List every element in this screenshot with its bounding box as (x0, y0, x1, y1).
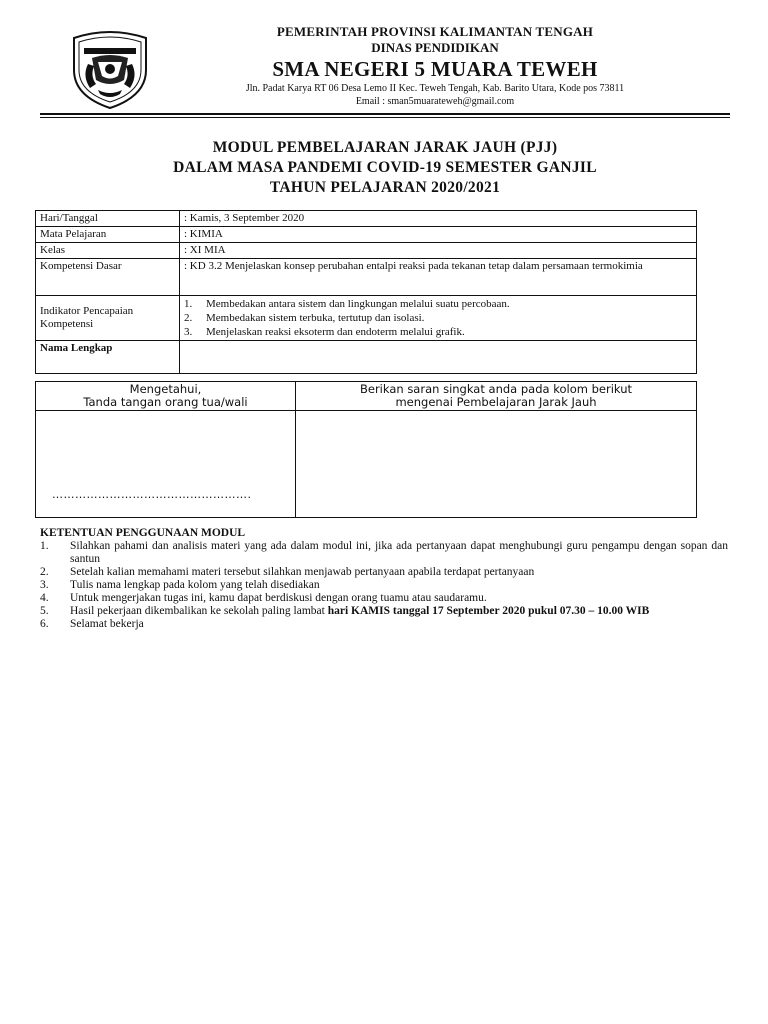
indikator-list (184, 297, 692, 339)
table-row-mapel (36, 227, 697, 243)
list-item (40, 579, 728, 592)
list-item (40, 540, 728, 566)
list-number: 4. (40, 592, 49, 604)
table-row-kelas (36, 243, 697, 259)
list-text: Membedakan sistem terbuka, tertutup dan isolasi. (206, 312, 425, 324)
list-item (184, 311, 692, 325)
hari-label: Hari/Tanggal (36, 211, 180, 227)
parent-signature-label: Tanda tangan orang tua/wali (83, 395, 248, 409)
table-row-hari (36, 211, 697, 227)
nama-field[interactable] (180, 341, 697, 374)
list-item (40, 592, 728, 605)
letterhead-rule-thin (40, 117, 730, 118)
crest-svg (68, 24, 152, 110)
list-number: 2. (40, 566, 49, 578)
signature-dotted-line: ……………………………………………. (52, 488, 252, 501)
table-row-indikator (36, 296, 697, 341)
rules-list (40, 540, 728, 631)
feedback-label-1: Berikan saran singkat anda pada kolom berikut (359, 382, 632, 396)
list-text: Tulis nama lengkap pada kolom yang telah disediakan (70, 579, 320, 591)
mengetahui-label: Mengetahui, (129, 382, 202, 396)
list-number: 1. (184, 298, 193, 310)
table-row-nama (36, 341, 697, 374)
rules-title: KETENTUAN PENGGUNAAN MODUL (40, 527, 246, 539)
list-text: Untuk mengerjakan tugas ini, kamu dapat berdiskusi dengan orang tuamu atau saudaramu. (70, 592, 487, 604)
mapel-value: : KIMIA (180, 227, 697, 243)
list-item (40, 605, 728, 618)
module-rules (40, 527, 728, 631)
school-email: Email : sman5muarateweh@gmail.com (355, 96, 515, 107)
table-row-kd (36, 259, 697, 296)
feedback-header (296, 382, 697, 411)
list-text: Setelah kalian memahami materi tersebut silahkan menjawab pertanyaan apabila terdapat pertanyaan (70, 566, 535, 578)
list-text: Membedakan antara sistem dan lingkungan melalui suatu percobaan. (206, 298, 510, 310)
letterhead (0, 0, 768, 118)
title-line-3: TAHUN PELAJARAN 2020/2021 (269, 179, 501, 196)
kelas-label: Kelas (36, 243, 180, 259)
provincial-crest-icon (68, 24, 152, 110)
feedback-field[interactable] (296, 411, 697, 518)
list-item (40, 566, 728, 579)
title-line-2: DALAM MASA PANDEMI COVID-19 SEMESTER GANJIL (173, 159, 597, 176)
school-address: Jln. Padat Karya RT 06 Desa Lemo II Kec. Teweh Tengah, Kab. Barito Utara, Kode pos 73811 (245, 83, 625, 94)
list-text: Hasil pekerjaan dikembalikan ke sekolah paling lambat (70, 605, 328, 617)
government-name: PEMERINTAH PROVINSI KALIMANTAN TENGAH (276, 24, 594, 39)
list-item (184, 325, 692, 339)
title-line-1: MODUL PEMBELAJARAN JARAK JAUH (PJJ) (212, 139, 558, 156)
kd-value: : KD 3.2 Menjelaskan konsep perubahan entalpi reaksi pada tekanan tetap dalam persamaan termokimia (180, 259, 697, 296)
indikator-value (180, 296, 697, 341)
nama-label: Nama Lengkap (36, 341, 180, 374)
hari-value: : Kamis, 3 September 2020 (180, 211, 697, 227)
list-number: 1. (40, 540, 49, 552)
letterhead-text (150, 24, 720, 108)
list-number: 3. (184, 326, 193, 338)
feedback-label-2: mengenai Pembelajaran Jarak Jauh (395, 395, 597, 409)
mapel-label: Mata Pelajaran (36, 227, 180, 243)
list-text: Silahkan pahami dan analisis materi yang ada dalam modul ini, jika ada pertanyaan dapat menghubungi guru pengampu dengan sopan dan santun (70, 540, 728, 565)
parent-signature-header (36, 382, 296, 411)
list-text: Menjelaskan reaksi eksoterm dan endoterm melalui grafik. (206, 326, 465, 338)
school-name: SMA NEGERI 5 MUARA TEWEH (272, 57, 598, 81)
kelas-value: : XI MIA (180, 243, 697, 259)
signature-body-row (36, 411, 697, 518)
indikator-label: Indikator Pencapaian Kompetensi (36, 296, 180, 341)
signature-header-row (36, 382, 697, 411)
signature-table (35, 381, 697, 518)
module-info-table (35, 210, 697, 374)
list-item (40, 618, 728, 631)
letterhead-rule-thick (40, 113, 730, 115)
deadline-text: hari KAMIS tanggal 17 September 2020 pukul 07.30 – 10.00 WIB (327, 605, 650, 617)
list-number: 5. (40, 605, 49, 617)
list-item (184, 297, 692, 311)
list-number: 3. (40, 579, 49, 591)
parent-signature-field[interactable] (36, 411, 296, 518)
list-number: 6. (40, 618, 49, 630)
department-name: DINAS PENDIDIKAN (371, 40, 499, 55)
list-text: Selamat bekerja (70, 618, 144, 630)
list-number: 2. (184, 312, 193, 324)
kd-label: Kompetensi Dasar (36, 259, 180, 296)
document-title (40, 138, 730, 198)
